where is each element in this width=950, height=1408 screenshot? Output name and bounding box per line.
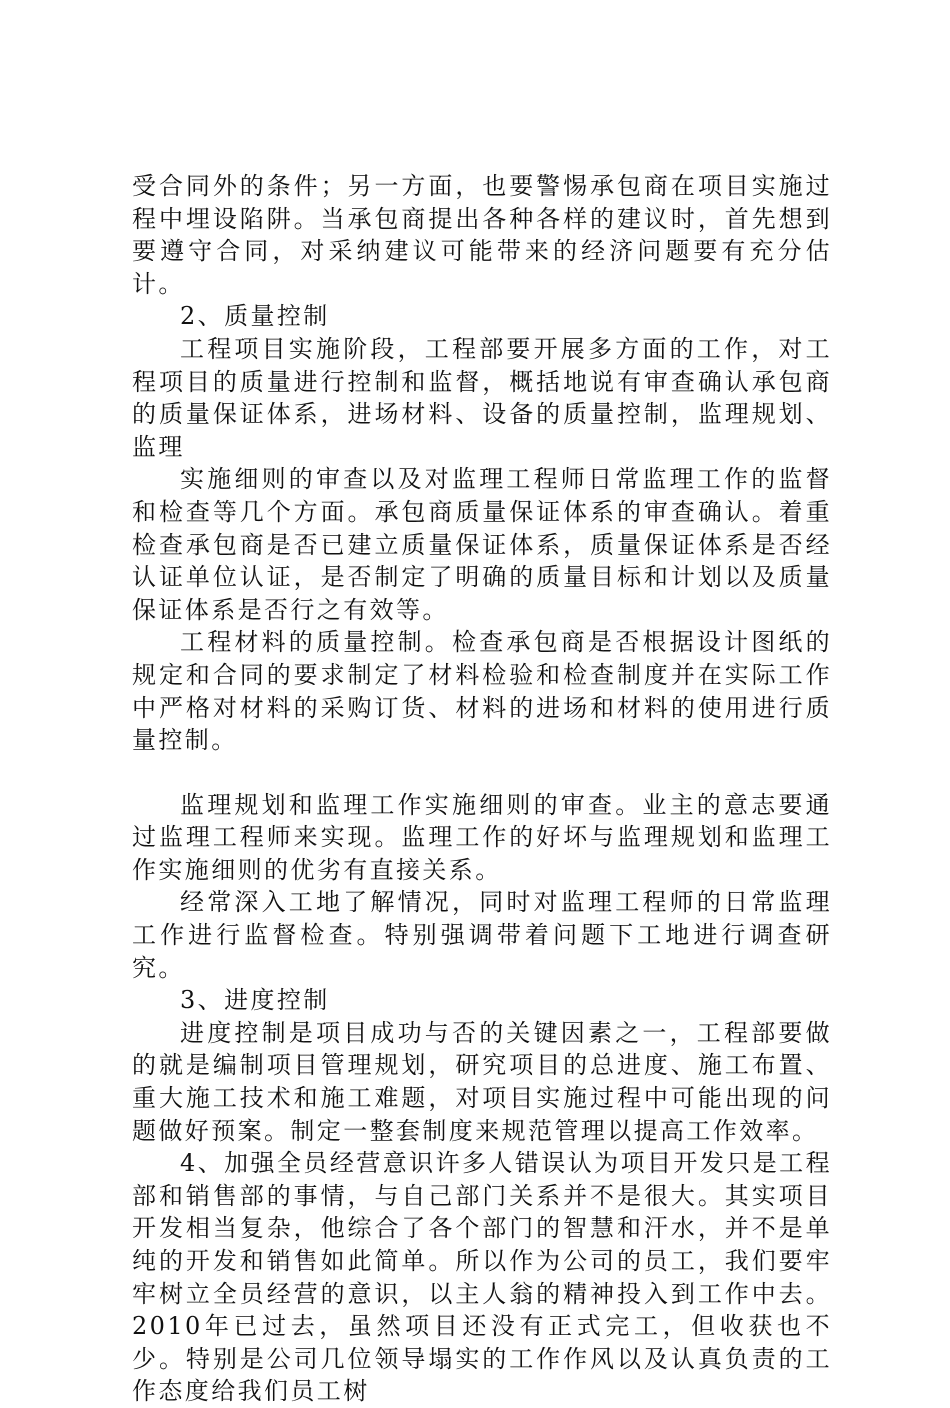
paragraph-business-awareness: 4、加强全员经营意识许多人错误认为项目开发只是工程部和销售部的事情，与自己部门关系并不是很大。其实项目开发相当复杂，他综合了各个部门的智慧和汗水，并不是单纯的开发和销售如此简单。所以作为公司的员工，我们要牢牢树立全员经营的意识，以主人翁的精神投入到工作中去。2010年已过去，虽然项目还没有正式完工，但收获也不少。特别是公司几位领导塌实的工作作风以及认真负责的工作态度给我们员工树 xyxy=(132,1149,832,1406)
paragraph-schedule-control: 进度控制是项目成功与否的关键因素之一，工程部要做的就是编制项目管理规划，研究项目的总进度、施工布置、重大施工技术和施工难题，对项目实施过程中可能出现的问题做好预案。制定一整套制度来规范管理以提高工作效率。 xyxy=(132,1018,832,1145)
document-body xyxy=(132,170,832,1408)
paragraph-quality-overview: 工程项目实施阶段，工程部要开展多方面的工作，对工程项目的质量进行控制和监督，概括地说有审查确认承包商的质量保证体系，进场材料、设备的质量控制，监理规划、监理 xyxy=(132,334,832,461)
paragraph-site-inspection: 经常深入工地了解情况，同时对监理工程师的日常监理工作进行监督检查。特别强调带着问题下工地进行调查研究。 xyxy=(132,888,832,982)
paragraph-material-quality: 工程材料的质量控制。检查承包商是否根据设计图纸的规定和合同的要求制定了材料检验和检查制度并在实际工作中严格对材料的采购订货、材料的进场和材料的使用进行质量控制。 xyxy=(132,628,832,755)
paragraph-contract-risk: 受合同外的条件；另一方面，也要警惕承包商在项目实施过程中埋设陷阱。当承包商提出各种各样的建议时，首先想到要遵守合同，对采纳建议可能带来的经济问题要有充分估计。 xyxy=(132,172,832,298)
heading-schedule-control: 3、进度控制 xyxy=(180,986,330,1015)
paragraph-supervision-plan-review: 监理规划和监理工作实施细则的审查。业主的意志要通过监理工程师来实现。监理工作的好坏与监理规划和监理工作实施细则的优劣有直接关系。 xyxy=(132,790,832,884)
paragraph-quality-system-review: 实施细则的审查以及对监理工程师日常监理工作的监督和检查等几个方面。承包商质量保证体系的审查确认。着重检查承包商是否已建立质量保证体系，质量保证体系是否经认证单位认证，是否制定了明确的质量目标和计划以及质量保证体系是否行之有效等。 xyxy=(132,465,832,624)
heading-quality-control: 2、质量控制 xyxy=(180,302,330,331)
